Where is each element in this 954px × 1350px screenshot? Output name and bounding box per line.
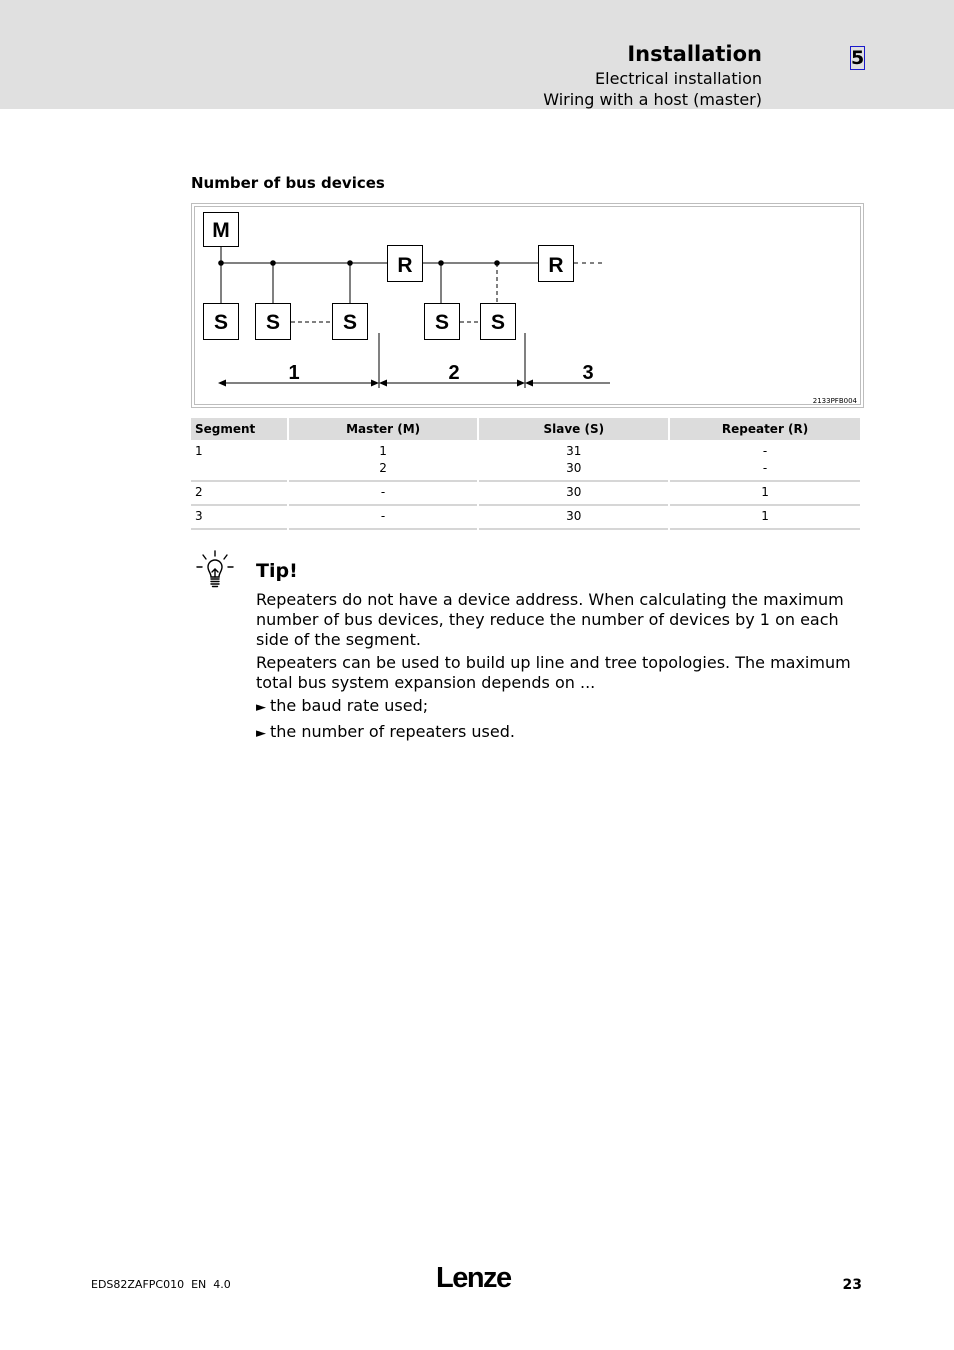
junction-dot-2 (270, 260, 276, 266)
section-subtitle: Electrical installation (595, 69, 762, 88)
junction-dot-4 (438, 260, 444, 266)
table-row (191, 441, 860, 482)
list-item (256, 722, 862, 744)
bus-topology-diagram (191, 203, 864, 408)
cell-repeater: 1 (670, 482, 860, 506)
slave-label-2: S (265, 311, 281, 334)
junction-dot-3 (347, 260, 353, 266)
chapter-title: Installation (627, 42, 762, 66)
junction-dot-1 (218, 260, 224, 266)
lightbulb-icon (196, 550, 236, 594)
cell-repeater: 1 (670, 506, 860, 530)
bus-devices-table (189, 418, 862, 530)
column-header-repeater: Repeater (R) (670, 418, 860, 441)
arrowhead-seg1-right (371, 380, 379, 387)
slave-label-4: S (434, 311, 450, 334)
slave-label-3: S (342, 311, 358, 334)
table-header-row (191, 418, 860, 441)
cell-segment: 1 (191, 441, 287, 482)
document-id: EDS82ZAFPC010 EN 4.0 (91, 1278, 231, 1291)
repeater-label-2: R (548, 254, 564, 277)
bullet-arrow-icon: ► (256, 700, 266, 715)
tip-paragraph: Repeaters do not have a device address. When calculating the maximum number of bus devices, they reduce the number of devices by 1 on each side of the segment. (256, 590, 844, 649)
chapter-number-badge[interactable]: 5 (851, 47, 865, 69)
cell-segment: 2 (191, 482, 287, 506)
table-row (191, 506, 860, 530)
repeater-label-1: R (397, 254, 413, 277)
cell-value: 1 (379, 444, 387, 458)
section-title: Number of bus devices (191, 174, 385, 192)
cell-slave: 30 (479, 482, 668, 506)
segment-label-3: 3 (582, 362, 594, 384)
header-band (0, 0, 954, 109)
arrowhead-seg2-left (379, 380, 387, 387)
bullet-text: the baud rate used; (270, 696, 429, 715)
cell-value: - (762, 461, 768, 475)
cell-slave: 30 (479, 506, 668, 530)
bullet-arrow-icon: ► (256, 726, 266, 741)
table-row (191, 482, 860, 506)
cell-master: - (289, 506, 478, 530)
cell-master: - (289, 482, 478, 506)
list-item (256, 696, 862, 718)
cell-value: 30 (566, 461, 582, 475)
cell-value: - (762, 444, 768, 458)
segment-label-2: 2 (448, 362, 460, 384)
cell-master (289, 441, 478, 482)
junction-dot-5 (494, 260, 500, 266)
slave-label-5: S (490, 311, 506, 334)
cell-value: 31 (566, 444, 582, 458)
column-header-slave: Slave (S) (479, 418, 668, 441)
master-label: M (212, 219, 230, 242)
cell-slave (479, 441, 668, 482)
arrowhead-seg3-left (525, 380, 533, 387)
diagram-canvas (192, 204, 865, 409)
cell-segment: 3 (191, 506, 287, 530)
segment-label-1: 1 (288, 362, 300, 384)
brand-logo: Lenze (436, 1262, 511, 1294)
arrowhead-seg2-right (517, 380, 525, 387)
slave-label-1: S (213, 311, 229, 334)
cell-value: 2 (379, 461, 387, 475)
tip-body (256, 590, 862, 748)
column-header-segment: Segment (191, 418, 287, 441)
cell-repeater (670, 441, 860, 482)
page-number: 23 (842, 1277, 862, 1293)
tip-paragraph: Repeaters can be used to build up line and tree topologies. The maximum total bus system expansion depends on ... (256, 653, 851, 692)
bullet-text: the number of repeaters used. (270, 722, 515, 741)
figure-id: 2133PFB004 (812, 397, 857, 405)
column-header-master: Master (M) (289, 418, 478, 441)
arrowhead-seg1-left (218, 380, 226, 387)
tip-title: Tip! (256, 560, 298, 582)
subsection-subtitle: Wiring with a host (master) (543, 90, 762, 109)
